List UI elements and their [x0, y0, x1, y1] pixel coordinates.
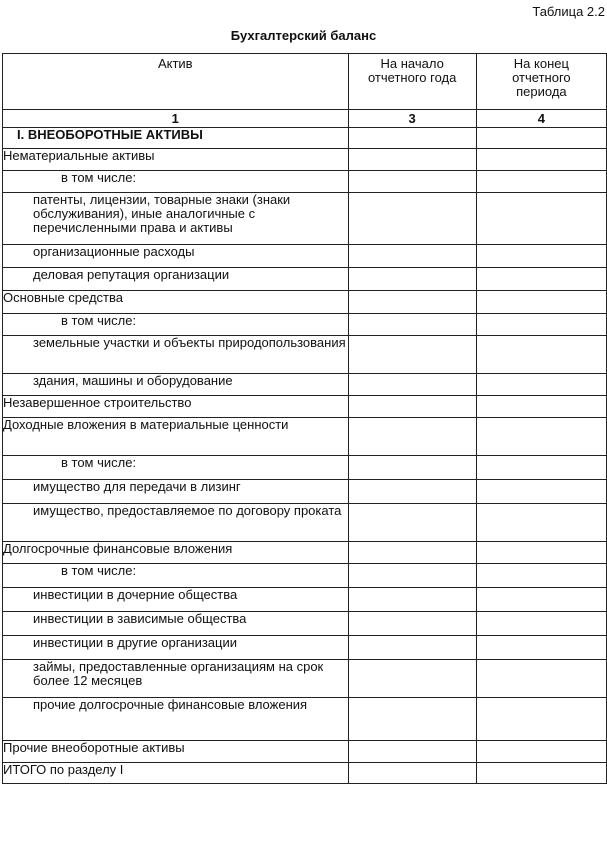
row-label: деловая репутация организации — [3, 268, 349, 291]
cell-end-of-period[interactable] — [476, 336, 606, 374]
table-caption: Таблица 2.2 — [532, 4, 605, 19]
table-row — [3, 193, 607, 245]
table-row — [3, 456, 607, 480]
cell-start-of-year[interactable] — [348, 374, 476, 396]
cell-end-of-period[interactable] — [476, 588, 606, 612]
table-row — [3, 636, 607, 660]
table-row — [3, 763, 607, 784]
cell-start-of-year[interactable] — [348, 636, 476, 660]
row-label: здания, машины и оборудование — [3, 374, 349, 396]
row-label: в том числе: — [3, 171, 349, 193]
cell-start-of-year[interactable] — [348, 763, 476, 784]
row-label: в том числе: — [3, 456, 349, 480]
table-row — [3, 336, 607, 374]
cell-start-of-year[interactable] — [348, 314, 476, 336]
table-row — [3, 480, 607, 504]
table-row — [3, 612, 607, 636]
cell-end-of-period[interactable] — [476, 480, 606, 504]
cell-start-of-year[interactable] — [348, 291, 476, 314]
cell-end-of-period[interactable] — [476, 291, 606, 314]
cell-start-of-year[interactable] — [348, 542, 476, 564]
table-row — [3, 171, 607, 193]
row-label: Долгосрочные финансовые вложения — [3, 542, 349, 564]
cell-start-of-year[interactable] — [348, 418, 476, 456]
cell-end-of-period[interactable] — [476, 268, 606, 291]
table-row — [3, 128, 607, 149]
cell-end-of-period[interactable] — [476, 374, 606, 396]
cell-end-of-period[interactable] — [476, 128, 606, 149]
cell-start-of-year[interactable] — [348, 193, 476, 245]
row-label: инвестиции в дочерние общества — [3, 588, 349, 612]
table-row — [3, 588, 607, 612]
cell-end-of-period[interactable] — [476, 763, 606, 784]
row-label: земельные участки и объекты природопользования — [3, 336, 349, 374]
row-label: займы, предоставленные организациям на срок более 12 месяцев — [3, 660, 349, 698]
cell-end-of-period[interactable] — [476, 245, 606, 268]
row-label: Основные средства — [3, 291, 349, 314]
cell-end-of-period[interactable] — [476, 314, 606, 336]
cell-start-of-year[interactable] — [348, 245, 476, 268]
cell-start-of-year[interactable] — [348, 698, 476, 741]
row-label: инвестиции в другие организации — [3, 636, 349, 660]
cell-start-of-year[interactable] — [348, 336, 476, 374]
cell-end-of-period[interactable] — [476, 612, 606, 636]
column-number-1: 1 — [3, 110, 349, 128]
row-label: ИТОГО по разделу I — [3, 763, 349, 784]
table-row — [3, 374, 607, 396]
row-label: Прочие внеоборотные активы — [3, 741, 349, 763]
column-number-row — [3, 110, 607, 128]
cell-end-of-period[interactable] — [476, 193, 606, 245]
row-label: организационные расходы — [3, 245, 349, 268]
table-row — [3, 564, 607, 588]
cell-start-of-year[interactable] — [348, 504, 476, 542]
table-row — [3, 418, 607, 456]
cell-end-of-period[interactable] — [476, 504, 606, 542]
cell-end-of-period[interactable] — [476, 636, 606, 660]
cell-start-of-year[interactable] — [348, 612, 476, 636]
cell-end-of-period[interactable] — [476, 564, 606, 588]
cell-start-of-year[interactable] — [348, 456, 476, 480]
row-label: в том числе: — [3, 314, 349, 336]
cell-end-of-period[interactable] — [476, 418, 606, 456]
table-row — [3, 542, 607, 564]
column-number-3: 3 — [348, 110, 476, 128]
cell-start-of-year[interactable] — [348, 268, 476, 291]
table-row — [3, 149, 607, 171]
table-header-row — [3, 54, 607, 110]
row-label: патенты, лицензии, товарные знаки (знаки обслуживания), иные аналогичные с перечисленными права и активы — [3, 193, 349, 245]
cell-end-of-period[interactable] — [476, 396, 606, 418]
row-label: в том числе: — [3, 564, 349, 588]
cell-end-of-period[interactable] — [476, 542, 606, 564]
cell-end-of-period[interactable] — [476, 698, 606, 741]
row-label: Нематериальные активы — [3, 149, 349, 171]
cell-start-of-year[interactable] — [348, 588, 476, 612]
row-label: I. ВНЕОБОРОТНЫЕ АКТИВЫ — [3, 128, 349, 149]
cell-start-of-year[interactable] — [348, 480, 476, 504]
table-row — [3, 741, 607, 763]
cell-end-of-period[interactable] — [476, 456, 606, 480]
row-label: Незавершенное строительство — [3, 396, 349, 418]
row-label: прочие долгосрочные финансовые вложения — [3, 698, 349, 741]
table-row — [3, 698, 607, 741]
table-row — [3, 504, 607, 542]
cell-start-of-year[interactable] — [348, 741, 476, 763]
cell-end-of-period[interactable] — [476, 660, 606, 698]
row-label: инвестиции в зависимые общества — [3, 612, 349, 636]
table-row — [3, 314, 607, 336]
cell-start-of-year[interactable] — [348, 149, 476, 171]
table-row — [3, 268, 607, 291]
table-row — [3, 245, 607, 268]
cell-end-of-period[interactable] — [476, 149, 606, 171]
row-label: имущество, предоставляемое по договору проката — [3, 504, 349, 542]
table-row — [3, 396, 607, 418]
cell-start-of-year[interactable] — [348, 396, 476, 418]
balance-table — [2, 53, 607, 784]
cell-start-of-year[interactable] — [348, 564, 476, 588]
document-title: Бухгалтерский баланс — [230, 28, 377, 43]
header-start-of-year: На начало отчетного года — [348, 54, 476, 110]
header-end-of-period: На конец отчетного периода — [476, 54, 606, 110]
cell-start-of-year[interactable] — [348, 128, 476, 149]
cell-start-of-year[interactable] — [348, 171, 476, 193]
row-label: имущество для передачи в лизинг — [3, 480, 349, 504]
column-number-4: 4 — [476, 110, 606, 128]
header-aktiv: Актив — [3, 54, 349, 110]
cell-end-of-period[interactable] — [476, 171, 606, 193]
table-row — [3, 660, 607, 698]
table-row — [3, 291, 607, 314]
cell-start-of-year[interactable] — [348, 660, 476, 698]
row-label: Доходные вложения в материальные ценности — [3, 418, 349, 456]
cell-end-of-period[interactable] — [476, 741, 606, 763]
